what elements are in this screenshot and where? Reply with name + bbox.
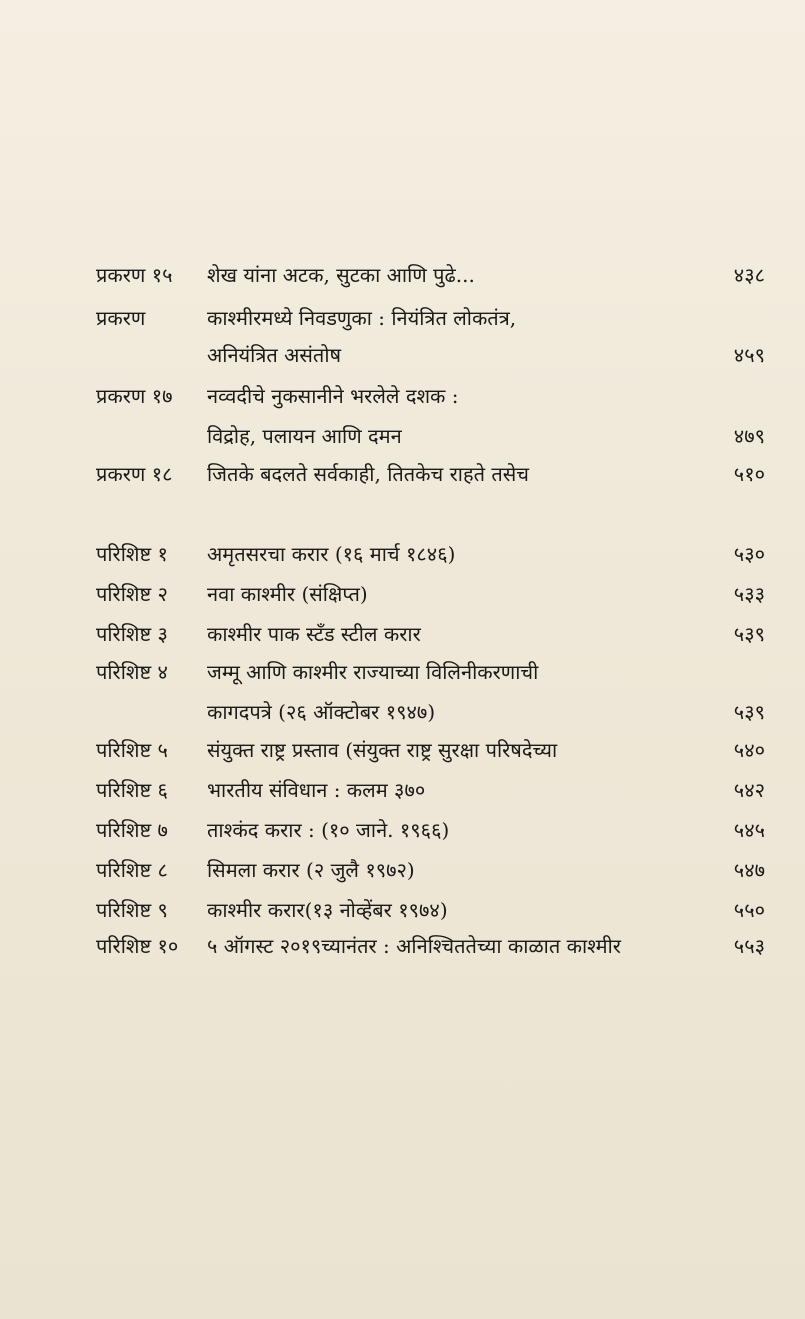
toc-entry-page-number: ४३८ bbox=[733, 263, 765, 287]
toc-entry-label: प्रकरण १५ bbox=[96, 263, 173, 287]
toc-entry-title: विद्रोह, पलायन आणि दमन bbox=[207, 424, 402, 448]
toc-entry-label: परिशिष्ट ३ bbox=[96, 622, 168, 646]
toc-entry-title: नव्वदीचे नुकसानीने भरलेले दशक : bbox=[207, 384, 459, 408]
toc-entry-page-number: ५४५ bbox=[733, 818, 765, 842]
toc-entry-title: ५ ऑगस्ट २०१९च्यानंतर : अनिश्चिततेच्या काळात काश्मीर bbox=[207, 934, 621, 958]
toc-entry-label: परिशिष्ट ६ bbox=[96, 778, 168, 802]
toc-entry-label: परिशिष्ट ८ bbox=[96, 858, 168, 882]
toc-entry-page-number: ४५९ bbox=[733, 343, 765, 367]
toc-entry-page-number: ५३९ bbox=[733, 622, 765, 646]
toc-entry-label: परिशिष्ट १० bbox=[96, 934, 179, 958]
toc-entry-page-number: ५४२ bbox=[733, 778, 765, 802]
toc-entry-title: अमृतसरचा करार (१६ मार्च १८४६) bbox=[207, 542, 456, 566]
toc-entry-page-number: ५३३ bbox=[733, 582, 765, 606]
toc-entry-page-number: ५३० bbox=[733, 542, 765, 566]
toc-entry-label: परिशिष्ट ४ bbox=[96, 660, 168, 684]
toc-entry-title: ताश्कंद करार : (१० जाने. १९६६) bbox=[207, 818, 450, 842]
toc-entry-page-number: ५५० bbox=[733, 898, 765, 922]
toc-entry-title: जम्मू आणि काश्मीर राज्याच्या विलिनीकरणाची bbox=[207, 660, 539, 684]
toc-entry-title: भारतीय संविधान : कलम ३७० bbox=[207, 778, 426, 802]
toc-entry-title: कागदपत्रे (२६ ऑक्टोबर १९४७) bbox=[207, 700, 436, 724]
toc-entry-title: काश्मीर पाक स्टँड स्टील करार bbox=[207, 622, 421, 646]
toc-entry-title: सिमला करार (२ जुलै १९७२) bbox=[207, 858, 415, 882]
toc-entry-label: प्रकरण bbox=[96, 306, 146, 330]
toc-entry-page-number: ५३९ bbox=[733, 700, 765, 724]
toc-entry-label: परिशिष्ट ९ bbox=[96, 898, 168, 922]
toc-entry-page-number: ४७९ bbox=[733, 424, 765, 448]
toc-entry-page-number: ५४७ bbox=[733, 858, 765, 882]
toc-entry-title: काश्मीर करार(१३ नोव्हेंबर १९७४) bbox=[207, 898, 448, 922]
toc-entry-title: अनियंत्रित असंतोष bbox=[207, 343, 342, 367]
toc-entry-label: परिशिष्ट २ bbox=[96, 582, 168, 606]
toc-entry-label: प्रकरण १७ bbox=[96, 384, 173, 408]
toc-entry-page-number: ५५३ bbox=[733, 934, 765, 958]
toc-entry-title: काश्मीरमध्ये निवडणुका : नियंत्रित लोकतंत्र, bbox=[207, 306, 517, 330]
toc-entry-title: शेख यांना अटक, सुटका आणि पुढे... bbox=[207, 263, 475, 287]
toc-entry-label: परिशिष्ट ७ bbox=[96, 818, 168, 842]
toc-entry-page-number: ५१० bbox=[733, 462, 765, 486]
toc-entry-label: परिशिष्ट ५ bbox=[96, 738, 168, 762]
toc-entry-title: नवा काश्मीर (संक्षिप्त) bbox=[207, 582, 368, 606]
toc-entry-title: संयुक्त राष्ट्र प्रस्ताव (संयुक्त राष्ट्र सुरक्षा परिषदेच्या bbox=[207, 738, 558, 762]
toc-entry-label: परिशिष्ट १ bbox=[96, 542, 168, 566]
toc-entry-title: जितके बदलते सर्वकाही, तितकेच राहते तसेच bbox=[207, 462, 529, 486]
toc-entry-page-number: ५४० bbox=[733, 738, 765, 762]
toc-entry-label: प्रकरण १८ bbox=[96, 462, 173, 486]
